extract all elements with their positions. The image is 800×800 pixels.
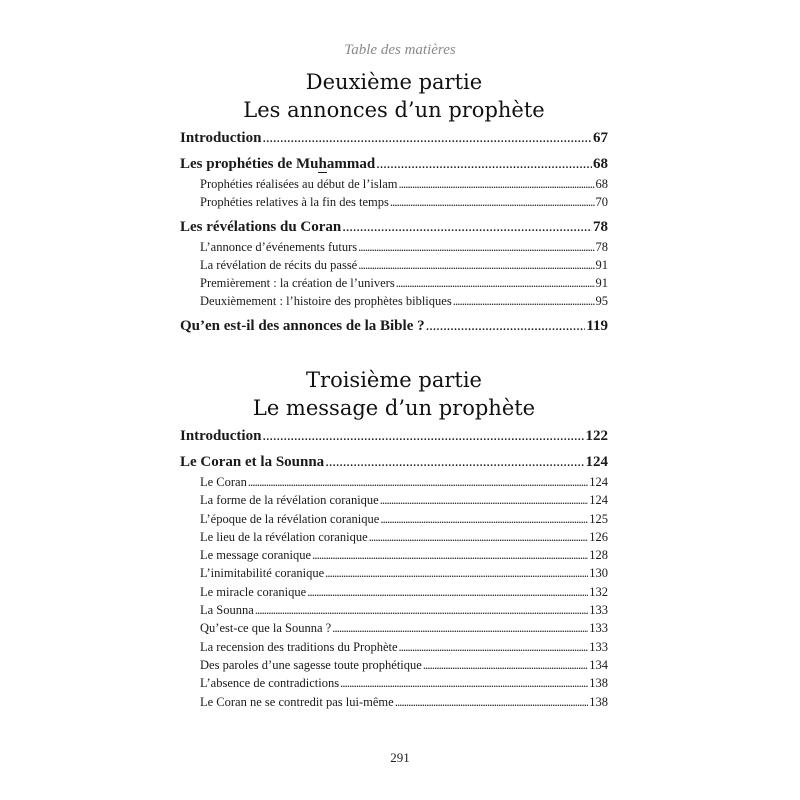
toc-entry-label: La révélation de récits du passé [200, 257, 358, 272]
toc-entry-page: 133 [589, 603, 608, 618]
toc-entry-label: Introduction [180, 130, 262, 146]
toc-entry-label: Le Coran et la Sounna [180, 454, 325, 470]
toc-entry-label: Le message coranique [200, 548, 312, 563]
toc-entry-label: L’époque de la révélation coranique [200, 511, 380, 526]
toc-subentry[interactable] [180, 475, 608, 493]
dot-leader [358, 258, 594, 273]
toc-entry-page: 78 [595, 239, 608, 254]
toc-entry-label: L’inimitabilité coranique [200, 566, 325, 581]
dot-leader [262, 428, 584, 445]
dot-leader [255, 603, 588, 618]
toc-entry-label: Qu’est-ce que la Sounna ? [200, 621, 332, 636]
toc-entry[interactable] [180, 454, 608, 475]
dot-leader [262, 130, 592, 147]
toc-entry-label: La forme de la révélation coranique [200, 493, 379, 508]
dot-leader [423, 658, 588, 673]
toc-entry-label: Prophéties relatives à la fin des temps [200, 195, 389, 210]
toc-subentry[interactable] [180, 177, 608, 195]
toc-subentry[interactable] [180, 493, 608, 511]
toc-entry-page: 138 [589, 694, 608, 709]
dot-leader [342, 219, 592, 236]
page-number: 291 [390, 750, 410, 765]
toc-entry-label: Introduction [180, 428, 262, 444]
part-title-line1: Troisième partie [306, 368, 482, 392]
dot-leader [399, 177, 595, 192]
toc-subentry[interactable] [180, 621, 608, 639]
dot-leader [312, 548, 588, 563]
toc-entry-label: L’absence de contradictions [200, 676, 340, 691]
toc-entry-page: 124 [589, 493, 608, 508]
toc-entry-label: Le lieu de la révélation coranique [200, 529, 368, 544]
dot-leader [395, 695, 589, 710]
toc-subentry[interactable] [180, 548, 608, 566]
toc-entry[interactable] [180, 130, 608, 151]
part-title-line1: Deuxième partie [305, 70, 483, 94]
toc-subentry[interactable] [180, 585, 608, 603]
dot-leader [380, 512, 588, 527]
toc-entry-label: La recension des traditions du Prophète [200, 639, 398, 654]
toc-entry-page: 67 [593, 130, 608, 146]
toc-entry-label: Prophéties réalisées au début de l’islam [200, 177, 398, 191]
toc-entry-page: 124 [589, 475, 608, 489]
toc-subentry[interactable] [180, 294, 608, 312]
dot-leader [248, 475, 588, 490]
dot-leader [307, 585, 588, 600]
toc-entry-page: 138 [589, 676, 608, 691]
toc-entry[interactable] [180, 156, 608, 177]
toc-entry[interactable] [180, 219, 608, 240]
dot-leader [369, 530, 589, 545]
toc-entry[interactable] [180, 428, 608, 449]
dot-leader [380, 493, 589, 508]
toc-entry-page: 70 [595, 195, 608, 210]
toc-entry-page: 133 [589, 621, 608, 636]
dot-leader [332, 621, 588, 636]
running-head: Table des matières [344, 42, 456, 58]
part-title-line2: Les annonces d’un prophète [243, 98, 545, 122]
toc-entry-page: 125 [589, 511, 608, 526]
toc-subentry[interactable] [180, 658, 608, 676]
toc-entry-label: L’annonce d’événements futurs [200, 239, 358, 254]
toc-entry-page: 91 [595, 276, 608, 291]
toc-entry-page: 78 [593, 218, 608, 235]
dot-leader [396, 276, 595, 291]
dot-leader [325, 566, 588, 581]
toc-entry-page: 122 [585, 428, 608, 444]
dot-leader [426, 318, 586, 335]
toc-entry-page: 128 [589, 548, 608, 563]
part-title-line2: Le message d’un prophète [252, 396, 536, 420]
toc-entry-label: Le Coran ne se contredit pas lui-même [200, 694, 394, 709]
toc-entry-page: 119 [586, 317, 608, 334]
toc-entry-label: Qu’en est-il des annonces de la Bible ? [180, 317, 425, 334]
toc-entry-page: 91 [595, 257, 608, 272]
toc-entry-page: 68 [595, 177, 608, 191]
toc-subentry[interactable] [180, 603, 608, 621]
part-troisieme [180, 366, 608, 713]
toc-subentry[interactable] [180, 240, 608, 258]
toc-subentry[interactable] [180, 566, 608, 584]
toc-entry-page: 130 [589, 566, 608, 581]
toc-subentry[interactable] [180, 195, 608, 213]
dot-leader [325, 454, 584, 471]
toc-subentry[interactable] [180, 530, 608, 548]
toc-entry-label: Deuxièmement : l’histoire des prophètes bibliques [200, 294, 452, 309]
toc-subentry[interactable] [180, 695, 608, 713]
toc-entry-label: Des paroles d’une sagesse toute prophétique [200, 657, 422, 672]
toc-entries [180, 428, 608, 713]
toc-entry-page: 126 [589, 529, 608, 544]
toc-entry-page: 124 [585, 454, 608, 470]
toc-entry-label: Les prophéties de Muhammad [180, 156, 376, 172]
dot-leader [340, 676, 588, 691]
part-deuxieme [180, 68, 608, 339]
toc-entry-label: Le miracle coranique [200, 584, 307, 599]
toc-entry-label: Les révélations du Coran [180, 218, 342, 235]
toc-entry-page: 68 [593, 156, 608, 172]
toc-entry-page: 132 [589, 584, 608, 599]
dot-leader [453, 294, 595, 309]
dot-leader [358, 240, 594, 255]
toc-entry-label: La Sounna [200, 603, 254, 618]
dot-leader [399, 640, 589, 655]
dot-leader [376, 156, 592, 173]
toc-subentry[interactable] [180, 258, 608, 276]
toc-subentry[interactable] [180, 276, 608, 294]
toc-entry-label: Premièrement : la création de l’univers [200, 276, 395, 291]
toc-subentry[interactable] [180, 676, 608, 694]
toc-subentry[interactable] [180, 512, 608, 530]
toc-entry-label: Le Coran [200, 475, 247, 489]
toc-entry[interactable] [180, 318, 608, 339]
toc-entry-page: 134 [589, 657, 608, 672]
dot-leader [390, 195, 595, 210]
toc-entry-page: 133 [589, 639, 608, 654]
toc-entries [180, 130, 608, 339]
toc-subentry[interactable] [180, 640, 608, 658]
toc-entry-page: 95 [595, 294, 608, 309]
